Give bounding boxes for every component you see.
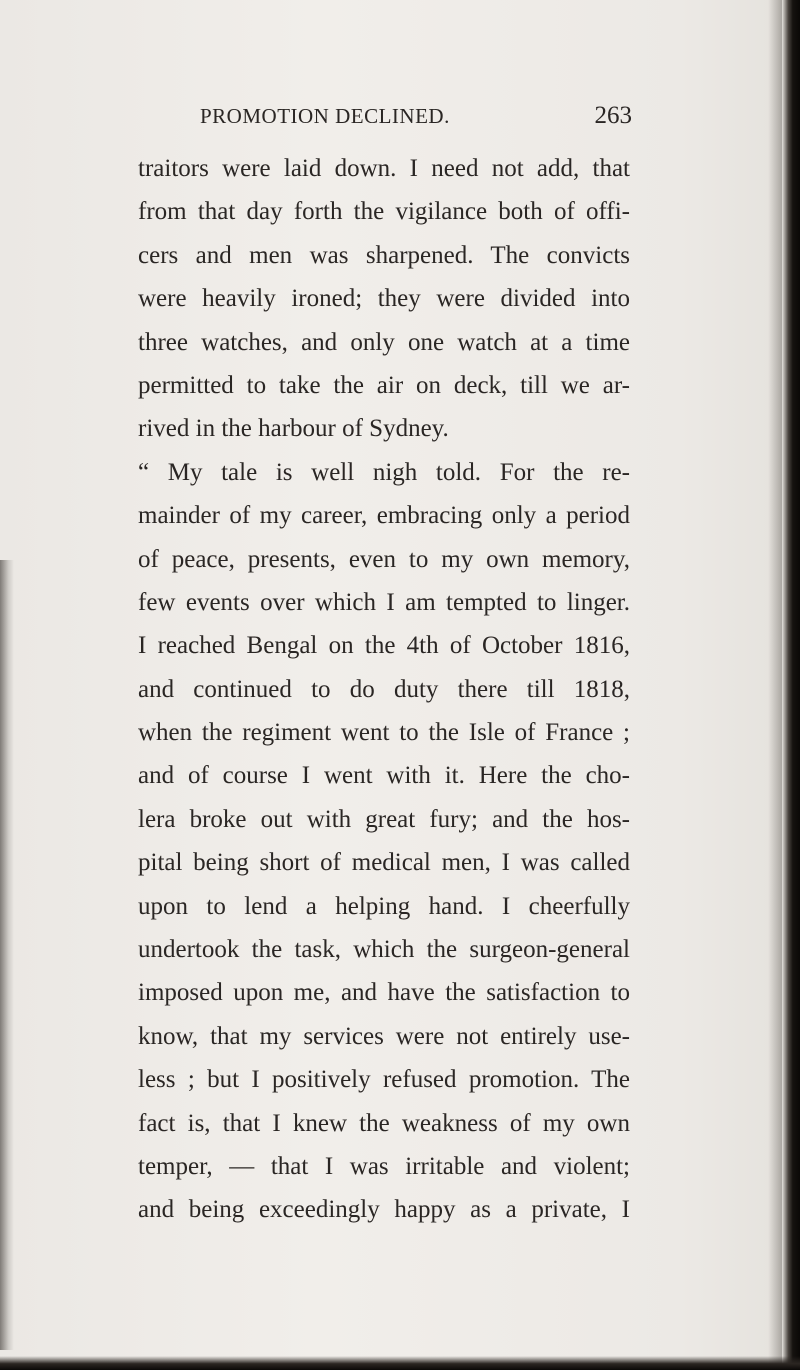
text-line: permitted to take the air on deck, till we ar- [138, 371, 630, 399]
text-line: traitors were laid down. I need not add, that [138, 155, 630, 182]
text-line: from that day forth the vigilance both of offi- [138, 198, 630, 226]
text-line: imposed upon me, and have the satisfaction to [138, 979, 630, 1007]
text-line: of peace, presents, even to my own memory, [138, 545, 630, 573]
text-line: and of course I went with it. Here the cho- [138, 762, 630, 790]
text-line: less ; but I positively refused promotion. The [138, 1066, 630, 1094]
page-number: 263 [594, 102, 632, 129]
text-line: undertook the task, which the surgeon-general [138, 936, 630, 964]
text-line: mainder of my career, embracing only a period [138, 502, 630, 530]
bottom-edge [0, 1356, 800, 1370]
text-line: I reached Bengal on the 4th of October 1816, [138, 632, 630, 660]
running-head: PROMOTION DECLINED. [200, 104, 450, 128]
page-edge-shade [768, 0, 782, 1370]
text-line: cers and men was sharpened. The convicts [138, 241, 630, 269]
text-line: upon to lend a helping hand. I cheerfully [138, 892, 630, 920]
gutter-shadow [0, 560, 14, 1350]
text-line: three watches, and only one watch at a time [138, 328, 630, 356]
text-line: rived in the harbour of Sydney. [138, 415, 449, 443]
text-line: and being exceedingly happy as a private, I [138, 1196, 630, 1224]
text-line: lera broke out with great fury; and the hos- [138, 805, 630, 833]
text-line: pital being short of medical men, I was called [138, 849, 630, 877]
text-line: temper, — that I was irritable and violent; [138, 1152, 630, 1180]
text-line: “ My tale is well nigh told. For the re- [138, 458, 630, 486]
text-line: few events over which I am tempted to linger. [138, 588, 630, 616]
text-line: and continued to do duty there till 1818, [138, 675, 630, 703]
text-line: fact is, that I knew the weakness of my own [138, 1109, 630, 1137]
page-edge [782, 0, 800, 1370]
text-line: were heavily ironed; they were divided into [138, 285, 630, 313]
body-text [138, 147, 630, 1232]
text-line: know, that my services were not entirely use- [138, 1022, 630, 1050]
text-line: when the regiment went to the Isle of France ; [138, 719, 630, 747]
page-header [200, 96, 632, 136]
